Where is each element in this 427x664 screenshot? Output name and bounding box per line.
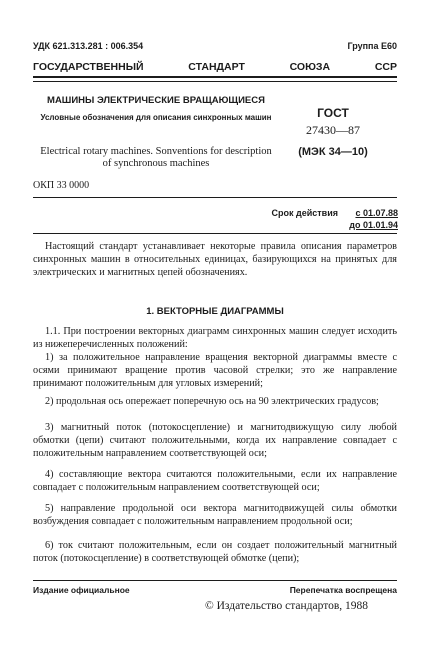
list-item-3: 3) магнитный поток (потокосцепление) и магнитодвижущую силу любой обмотки (цепи) считают положительными, когда их направление совпадает с положительным направлением соответствующей оси;: [33, 422, 397, 460]
document-subtitle-ru: Условные обозначения для описания синхронных машин: [40, 113, 272, 122]
title-separator: [33, 197, 397, 198]
state-standard-heading: ГОСУДАРСТВЕННЫЙ СТАНДАРТ СОЮЗА ССР: [33, 61, 397, 73]
header-rule-thick: [33, 76, 397, 78]
udk-code: УДК 621.313.281 : 006.354: [33, 41, 144, 51]
validity-to: до 01.01.94: [349, 220, 398, 230]
validity-separator: [33, 233, 397, 234]
validity-from: с 01.07.88: [355, 208, 398, 218]
list-item-6: 6) ток считают положительным, если он создает положительный магнитный поток (потокосцепление) в соответствующей обмотке (цепи);: [33, 540, 397, 565]
list-item-4: 4) составляющие вектора считаются положительными, если их направление совпадает с положительным направлением соответствующей оси;: [33, 469, 397, 494]
validity-label: Срок действия: [271, 208, 338, 218]
gost-number: 27430—87: [306, 123, 360, 137]
mek-reference: (МЭК 34—10): [298, 146, 368, 158]
footer-separator: [33, 580, 397, 581]
list-item-2: 2) продольная ось опережает поперечную ось на 90 электрических градусов;: [45, 396, 379, 407]
list-item-1: 1) за положительное направление вращения векторной диаграммы вместе с осями принимают вращение против часовой стрелки; это же направление принимают положительным для угловых измерений;: [33, 352, 397, 390]
document-title-ru: МАШИНЫ ЭЛЕКТРИЧЕСКИЕ ВРАЩАЮЩИЕСЯ: [47, 95, 265, 106]
header-rule-thin: [33, 81, 397, 82]
document-title-en: Electrical rotary machines. Sonventions for description of synchronous machines: [40, 146, 272, 169]
official-edition-note: Издание официальное: [33, 585, 130, 595]
publisher-copyright: © Издательство стандартов, 1988: [205, 600, 369, 612]
section-heading: 1. ВЕКТОРНЫЕ ДИАГРАММЫ: [146, 306, 284, 317]
gost-label: ГОСТ: [317, 106, 349, 120]
intro-paragraph: Настоящий стандарт устанавливает некоторые правила описания параметров синхронных машин в относительных единицах, базирующихся на принятых для электрических и магнитных цепей обозначениях.: [33, 241, 397, 279]
okp-code: ОКП 33 0000: [33, 180, 90, 191]
reprint-prohibited-note: Перепечатка воспрещена: [289, 585, 397, 595]
list-item-5: 5) направление продольной оси вектора магнитодвижущей силы обмотки возбуждения совпадает с положительным направлением продольной оси;: [33, 503, 397, 528]
clause-1-1: 1.1. При построении векторных диаграмм синхронных машин следует исходить из нижеперечисленных положений:: [33, 326, 397, 351]
group-code: Группа Е60: [347, 41, 397, 51]
